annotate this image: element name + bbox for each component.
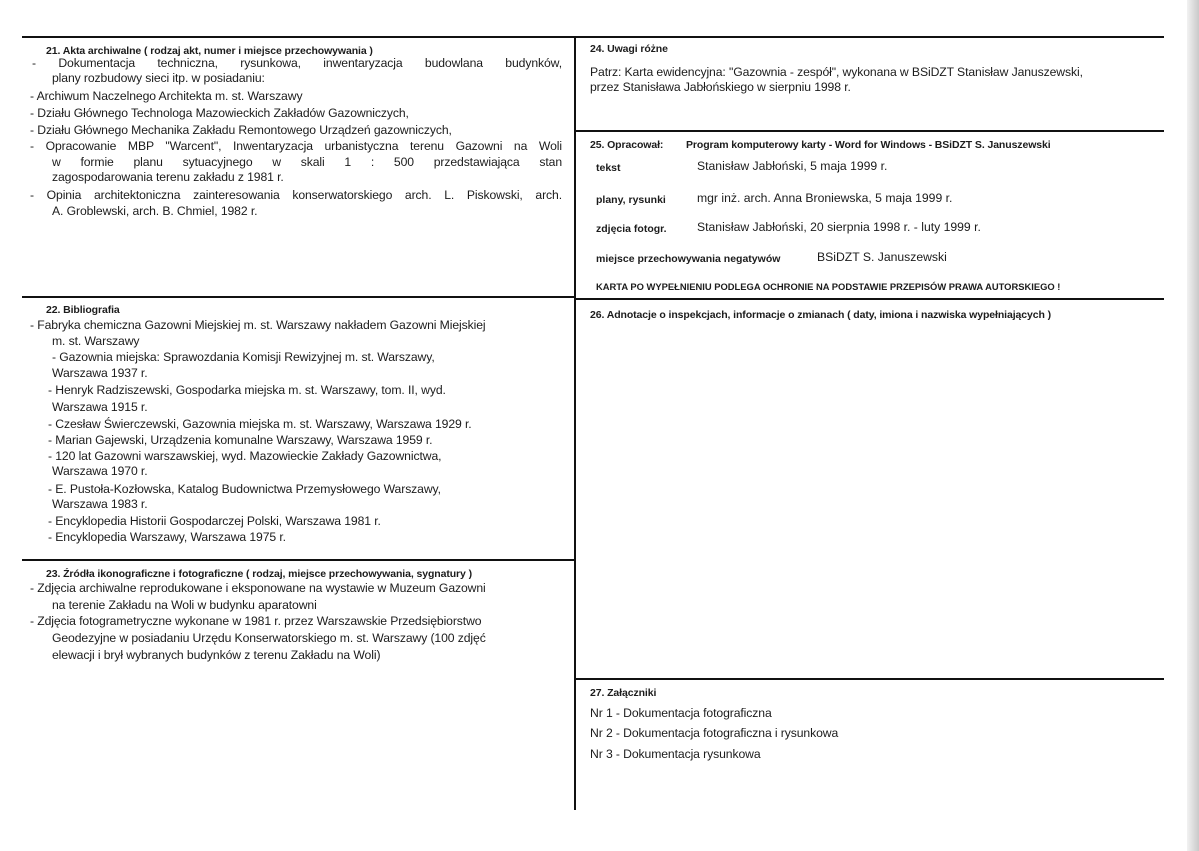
attachment-item: Nr 2 - Dokumentacja fotograficzna i rysunkowa	[590, 726, 839, 740]
s23-line: - Zdjęcia archiwalne reprodukowane i eksponowane na wystawie w Muzeum Gazowni	[30, 581, 486, 595]
prepared-row-label: tekst	[596, 162, 621, 174]
s22-line: - Czesław Świerczewski, Gazownia miejska m. st. Warszawy, Warszawa 1929 r.	[48, 417, 472, 431]
s22-line: - Marian Gajewski, Urządzenia komunalne Warszawy, Warszawa 1959 r.	[48, 433, 433, 447]
prepared-row-value: Stanisław Jabłoński, 5 maja 1999 r.	[697, 159, 888, 173]
s22-line: - Henryk Radziszewski, Gospodarka miejska m. st. Warszawy, tom. II, wyd.	[48, 383, 446, 397]
s24-line: przez Stanisława Jabłońskiego w sierpniu 1998 r.	[590, 80, 851, 94]
top-rule	[22, 36, 1164, 38]
prepared-row-value: Stanisław Jabłoński, 20 sierpnia 1998 r. - luty 1999 r.	[697, 220, 981, 234]
s23-line: elewacji i brył wybranych budynków z terenu Zakładu na Woli)	[52, 648, 381, 662]
s22-line: - 120 lat Gazowni warszawskiej, wyd. Mazowieckie Zakłady Gazownictwa,	[48, 449, 442, 463]
prepared-row-value: mgr inż. arch. Anna Broniewska, 5 maja 1999 r.	[697, 191, 953, 205]
s23-line: - Zdjęcia fotogrametryczne wykonane w 1981 r. przez Warszawskie Przedsiębiorstwo	[30, 614, 482, 628]
s22-line: Warszawa 1937 r.	[52, 366, 148, 380]
s21-line: A. Groblewski, arch. B. Chmiel, 1982 r.	[52, 204, 258, 218]
rule-22-23	[22, 559, 575, 561]
rule-21-22	[22, 296, 575, 298]
s22-line: - Encyklopedia Historii Gospodarczej Polski, Warszawa 1981 r.	[48, 514, 381, 528]
rule-25-26	[575, 298, 1164, 300]
section-23-title: 23. Źródła ikonograficzne i fotograficzne ( rodzaj, miejsce przechowywania, sygnatury )	[46, 568, 472, 580]
attachment-item: Nr 3 - Dokumentacja rysunkowa	[590, 747, 761, 761]
attachment-item: Nr 1 - Dokumentacja fotograficzna	[590, 706, 772, 720]
s22-line: m. st. Warszawy	[52, 334, 140, 348]
section-22-title: 22. Bibliografia	[46, 304, 120, 316]
prepared-row-label: zdjęcia fotogr.	[596, 223, 667, 235]
prepared-row-label: miejsce przechowywania negatywów	[596, 253, 781, 265]
s23-line: na terenie Zakładu na Woli w budynku aparatowni	[52, 598, 317, 612]
s22-line: Warszawa 1970 r.	[52, 464, 148, 478]
section-25-program: Program komputerowy karty - Word for Windows - BSiDZT S. Januszewski	[686, 139, 1051, 151]
prepared-row-value: BSiDZT S. Januszewski	[817, 250, 947, 264]
copyright-notice: KARTA PO WYPEŁNIENIU PODLEGA OCHRONIE NA PODSTAWIE PRZEPISÓW PRAWA AUTORSKIEGO !	[596, 281, 1061, 292]
section-26-title: 26. Adnotacje o inspekcjach, informacje o zmianach ( daty, imiona i nazwiska wypełniających )	[590, 309, 1052, 321]
vertical-divider	[574, 36, 576, 810]
section-25-title: 25. Opracował:	[590, 139, 664, 151]
s21-line: w formie planu sytuacyjnego w skali 1 : 500 przedstawiająca stan	[52, 155, 562, 169]
rule-24-25	[575, 130, 1164, 132]
s24-line: Patrz: Karta ewidencyjna: "Gazownia - zespół", wykonana w BSiDZT Stanisław Januszewski,	[590, 65, 1083, 79]
prepared-row-label: plany, rysunki	[596, 194, 666, 206]
s21-line: - Działu Głównego Technologa Mazowieckich Zakładów Gazowniczych,	[30, 106, 409, 120]
section-24-title: 24. Uwagi różne	[590, 43, 668, 55]
page-edge-shadow	[1187, 0, 1199, 851]
rule-26-27	[575, 678, 1164, 680]
s22-line: Warszawa 1983 r.	[52, 497, 148, 511]
s21-line: - Dokumentacja techniczna, rysunkowa, inwentaryzacja budowlana budynków,	[32, 56, 562, 70]
s21-line: - Archiwum Naczelnego Architekta m. st. Warszawy	[30, 89, 303, 103]
section-21-title: 21. Akta archiwalne ( rodzaj akt, numer i miejsce przechowywania )	[46, 45, 373, 57]
s22-line: Warszawa 1915 r.	[52, 400, 148, 414]
s21-line: - Działu Głównego Mechanika Zakładu Remontowego Urządzeń gazowniczych,	[30, 123, 452, 137]
section-27-title: 27. Załączniki	[590, 687, 657, 699]
s21-line: zagospodarowania terenu zakładu z 1981 r.	[52, 170, 284, 184]
s21-line: plany rozbudowy sieci itp. w posiadaniu:	[52, 71, 265, 85]
s21-line: - Opinia architektoniczna zainteresowania konserwatorskiego arch. L. Piskowski, arch.	[30, 188, 562, 202]
s22-line: - E. Pustoła-Kozłowska, Katalog Budownictwa Przemysłowego Warszawy,	[48, 482, 441, 496]
s23-line: Geodezyjne w posiadaniu Urzędu Konserwatorskiego m. st. Warszawy (100 zdjęć	[52, 631, 486, 645]
s21-line: - Opracowanie MBP "Warcent", Inwentaryzacja urbanistyczna terenu Gazowni na Woli	[30, 139, 562, 153]
s22-line: - Encyklopedia Warszawy, Warszawa 1975 r.	[48, 530, 286, 544]
s22-line: - Gazownia miejska: Sprawozdania Komisji Rewizyjnej m. st. Warszawy,	[52, 350, 435, 364]
s22-line: - Fabryka chemiczna Gazowni Miejskiej m. st. Warszawy nakładem Gazowni Miejskiej	[30, 318, 486, 332]
